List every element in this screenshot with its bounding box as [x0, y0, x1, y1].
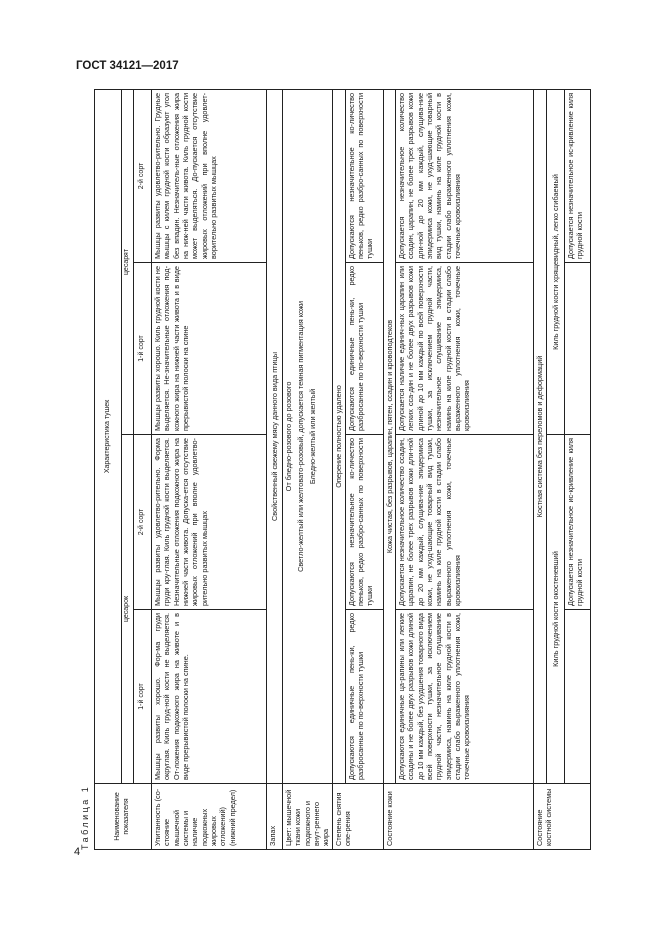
row-label: Состояние кожи: [383, 784, 533, 850]
header-group-tsesarok: цесарок: [122, 435, 134, 784]
header-grade-1: 1-й сорт: [134, 610, 152, 784]
row-bones-keel: [546, 89, 564, 849]
row-label: Состояние костной системы: [533, 784, 590, 850]
cell: Костная система без переломов и деформаций: [533, 89, 546, 783]
header-characteristics: Характеристика тушек: [95, 89, 122, 783]
row-label: Запах: [267, 784, 283, 850]
cell: Допускаются единичные пень-ки, редко разбросанные по по-верхности тушки: [345, 610, 383, 784]
header-grade-2: 2-й сорт: [134, 89, 152, 262]
header-group-tsesaryat: цесарят: [122, 89, 134, 434]
cell: Допускается незначительное количество ссадин, царапин, не более трех разрывов кожи дли-ной до 20 мм каждый, слущива-ние эпидермиса кожи, не ухуд-шающие товарный вид тушки, наминь на киле грудной кости в стадии слабо выраженного уплотнения кожи, точечные кровоизлияния: [395, 435, 533, 610]
cell: Мышцы развиты удовлетво-рительно. Грудные мышцы с килем грудной кости образуют угол без впадин. Незначитель-ные отложения жира на ниж-ней части живота. Киль грудной кости может выделяться. До-пускается отсутствие жировых отложений при вполне удовлет-ворительно развитых мышцах: [152, 89, 267, 262]
row-bones-span: [533, 89, 546, 849]
row-label: Цвет: мышечной ткани кожи подкожного и внут-реннего жира: [283, 784, 333, 850]
row-skin: [395, 89, 533, 849]
cell-empty: [564, 263, 590, 435]
table-header-row: [95, 89, 122, 849]
cell: Бледно-желтый или желтый: [307, 89, 332, 783]
cell: Допускаются незначительное ко-личество пеньков, редко разбро-санных по поверхности тушки: [345, 435, 383, 610]
cell: Допускается незначительное ис-кривление киля грудной кости: [564, 89, 590, 262]
row-color-skin: [295, 89, 307, 849]
row-color-fat: [307, 89, 332, 849]
rotated-table-block: [80, 90, 585, 850]
header-grade-1: 1-й сорт: [134, 263, 152, 435]
cell: Мышцы развиты хорошо. Фор-ма груди округлая. Киль груд-ной кости не выделяется. От-ложения подкожного жира на животе и в виде прерывистой полоски на спине.: [152, 610, 267, 784]
table-header-group-row: [122, 89, 134, 849]
cell: Допускаются единичные ца-рапины или легкие ссадины и не более двух разрывов кожи длиной до 10 мм каждый, без ухудшения товарного вида всей поверхности тушки, за исключением грудной части, незначительное слущивание эпидермиса, наминь на киле грудной кости в стадии слабо выраженного уплотнения кожи, точечные кровоизлияния: [395, 610, 533, 784]
document-title: ГОСТ 34121—2017: [76, 60, 179, 72]
cell: От бледно-розового до розового: [283, 89, 295, 783]
cell: Киль грудной кости хрящевидный, легко сгибаемый: [546, 89, 564, 434]
cell: Допускается незначительное количество ссадин, царапин, не более трех разрывов кожи дли-ной до 20 мм каждый, слущива-ние эпидермиса кожи, не ухуд-шающие товарный вид тушки, наминь на киле грудной кости в стадии слабо выраженного уплотнения кожи, точечные кровоизлияния: [395, 89, 533, 262]
cell: Допускаются незначительное ко-личество пеньков, редко разбро-санных по поверхности тушки: [345, 89, 383, 262]
cell-empty: [564, 610, 590, 784]
row-label: Упитанность (со-стояние мышечной системы и наличие подкожных жировых отложений) (нижний предел): [152, 784, 267, 850]
cell: Свойственный свежему мясу данного вида птицы: [267, 89, 283, 783]
row-smell: [267, 89, 283, 849]
cell: Допускается незначительное ис-кривление киля грудной кости: [564, 435, 590, 610]
cell: Киль грудной кости окостеневший: [546, 435, 564, 784]
table-caption: Таблица 1: [80, 784, 90, 850]
page-number: 4: [74, 846, 81, 858]
row-color-muscle: [283, 89, 295, 849]
row-plucking: [345, 89, 383, 849]
cell: Допускается наличие единич-ных царапин или легких сса-дин и не более двух разрывов кожи длиной до 10 мм каждый по всей поверхности тушки, за исключением грудной части, незначительное слущивание эпидермиса, наминь на киле грудной кости в стадии слабо выраженного уплотнения кожи, точечные кровоизлияния: [395, 263, 533, 435]
quality-table: [94, 89, 591, 850]
cell: Оперение полностью удалено: [332, 89, 345, 783]
cell: Допускаются единичные пень-ки, редко разбросанные по по-верхности тушки: [345, 263, 383, 435]
cell: Кожа чистая, без разрывов, царапин, пятен, ссадин и кровоподтеков: [383, 89, 395, 783]
row-plucking-span: [332, 89, 345, 849]
row-bones-detail: [564, 89, 590, 849]
cell: Мышцы развиты удовлетво-рительно. Форма груди кру-глая. Киль грудной кости выделяется. Незначительные отложения подкожного жира на нижней части живота. Допуска-ется отсутствие жировых отложений при вполне удовлетво-рительно развитых мышцах: [152, 435, 267, 610]
cell: Мышцы развиты хорошо. Киль грудной кости не выделяется. Не-значительные отложения под-кожного жира на нижней части живота и в виде прерывистой полоски на спине: [152, 263, 267, 435]
row-label: Степень снятия опе-рения: [332, 784, 383, 850]
table-header-grade-row: [134, 89, 152, 849]
row-skin-span: [383, 89, 395, 849]
cell: Светло-желтый или желтовато-розовый, допускается темная пигментация кожи: [295, 89, 307, 783]
header-grade-2: 2-й сорт: [134, 435, 152, 610]
row-fatness: [152, 89, 267, 849]
header-indicator: Наименование показателя: [95, 784, 152, 850]
